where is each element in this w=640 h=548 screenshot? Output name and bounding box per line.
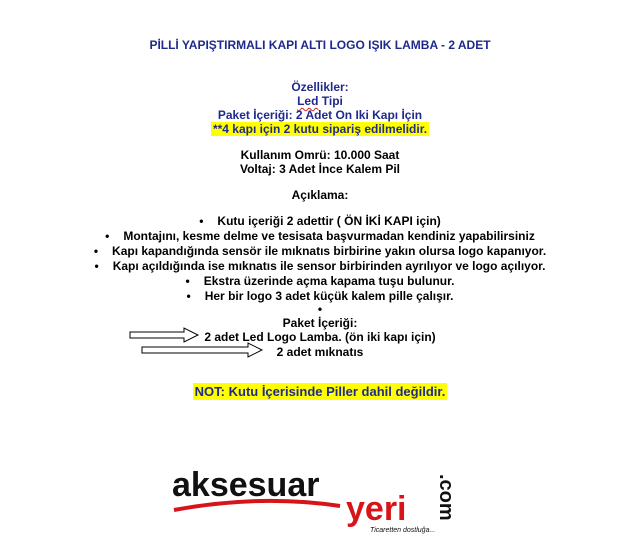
arrow-right-icon <box>128 327 200 343</box>
description-item-text: Ekstra üzerinde açma kapama tuşu bulunur. <box>203 274 455 288</box>
logo-domain: .com <box>435 474 457 521</box>
bullet-icon: • <box>317 302 323 316</box>
order-note: **4 kapı için 2 kutu sipariş edilmelidir. <box>212 122 428 136</box>
logo-word-main: aksesuar <box>172 466 320 504</box>
package-line-2: 2 adet mıknatıs <box>276 345 364 359</box>
description-heading: Açıklama: <box>291 188 349 202</box>
description-item <box>0 289 640 303</box>
voltage-line: Voltaj: 3 Adet İnce Kalem Pil <box>239 162 401 176</box>
bullet-icon: • <box>105 229 110 243</box>
note-line <box>0 384 640 399</box>
led-type-line <box>0 94 640 108</box>
description-item <box>0 244 640 258</box>
description-item-text: Kapı açıldığında ise mıknatıs ile sensor birbirinden ayrılıyor ve logo açılıyor. <box>112 259 546 273</box>
description-item-text: Kutu içeriği 2 adettir ( ÖN İKİ KAPI için) <box>217 214 441 228</box>
description-item <box>0 214 640 228</box>
description-item-text: Kapı kapandığında sensör ile mıknatıs birbirine yakın olursa logo kapanıyor. <box>112 244 547 258</box>
package-heading: Paket İçeriği: <box>282 316 358 330</box>
logo-word-sub: yeri <box>346 490 407 528</box>
order-note-line <box>0 122 640 136</box>
description-item <box>0 229 640 243</box>
description-item <box>0 259 640 273</box>
package-line-1: 2 adet Led Logo Lamba. (ön iki kapı için) <box>204 330 436 344</box>
empty-bullet <box>0 302 640 316</box>
note-text: NOT: Kutu İçerisinde Piller dahil değildir. <box>194 384 446 399</box>
led-type-rest: Tipi <box>318 94 343 108</box>
led-type-led: Led <box>297 94 319 108</box>
aksesuaryeri-logo <box>170 466 470 536</box>
features-heading: Özellikler: <box>291 80 349 94</box>
bullet-icon: • <box>199 214 204 228</box>
bullet-icon: • <box>186 289 191 303</box>
lifespan-line: Kullanım Omrü: 10.000 Saat <box>240 148 400 162</box>
logo-slogan: Ticaretten dostluğa... <box>370 527 436 534</box>
page-title: PİLLİ YAPIŞTIRMALI KAPI ALTI LOGO IŞIK LAMBA - 2 ADET <box>149 38 491 52</box>
description-item <box>0 274 640 288</box>
description-item-text: Montajını, kesme delme ve tesisata başvurmadan kendiniz yapabilirsiniz <box>123 229 535 243</box>
description-item-text: Her bir logo 3 adet küçük kalem pille çalışır. <box>204 289 454 303</box>
bullet-icon: • <box>93 244 99 258</box>
bullet-icon: • <box>94 259 99 273</box>
arrow-right-icon <box>140 342 264 358</box>
package-contents-line: Paket İçeriği: 2 Adet On Iki Kapı İçin <box>217 108 423 122</box>
bullet-icon: • <box>185 274 190 288</box>
